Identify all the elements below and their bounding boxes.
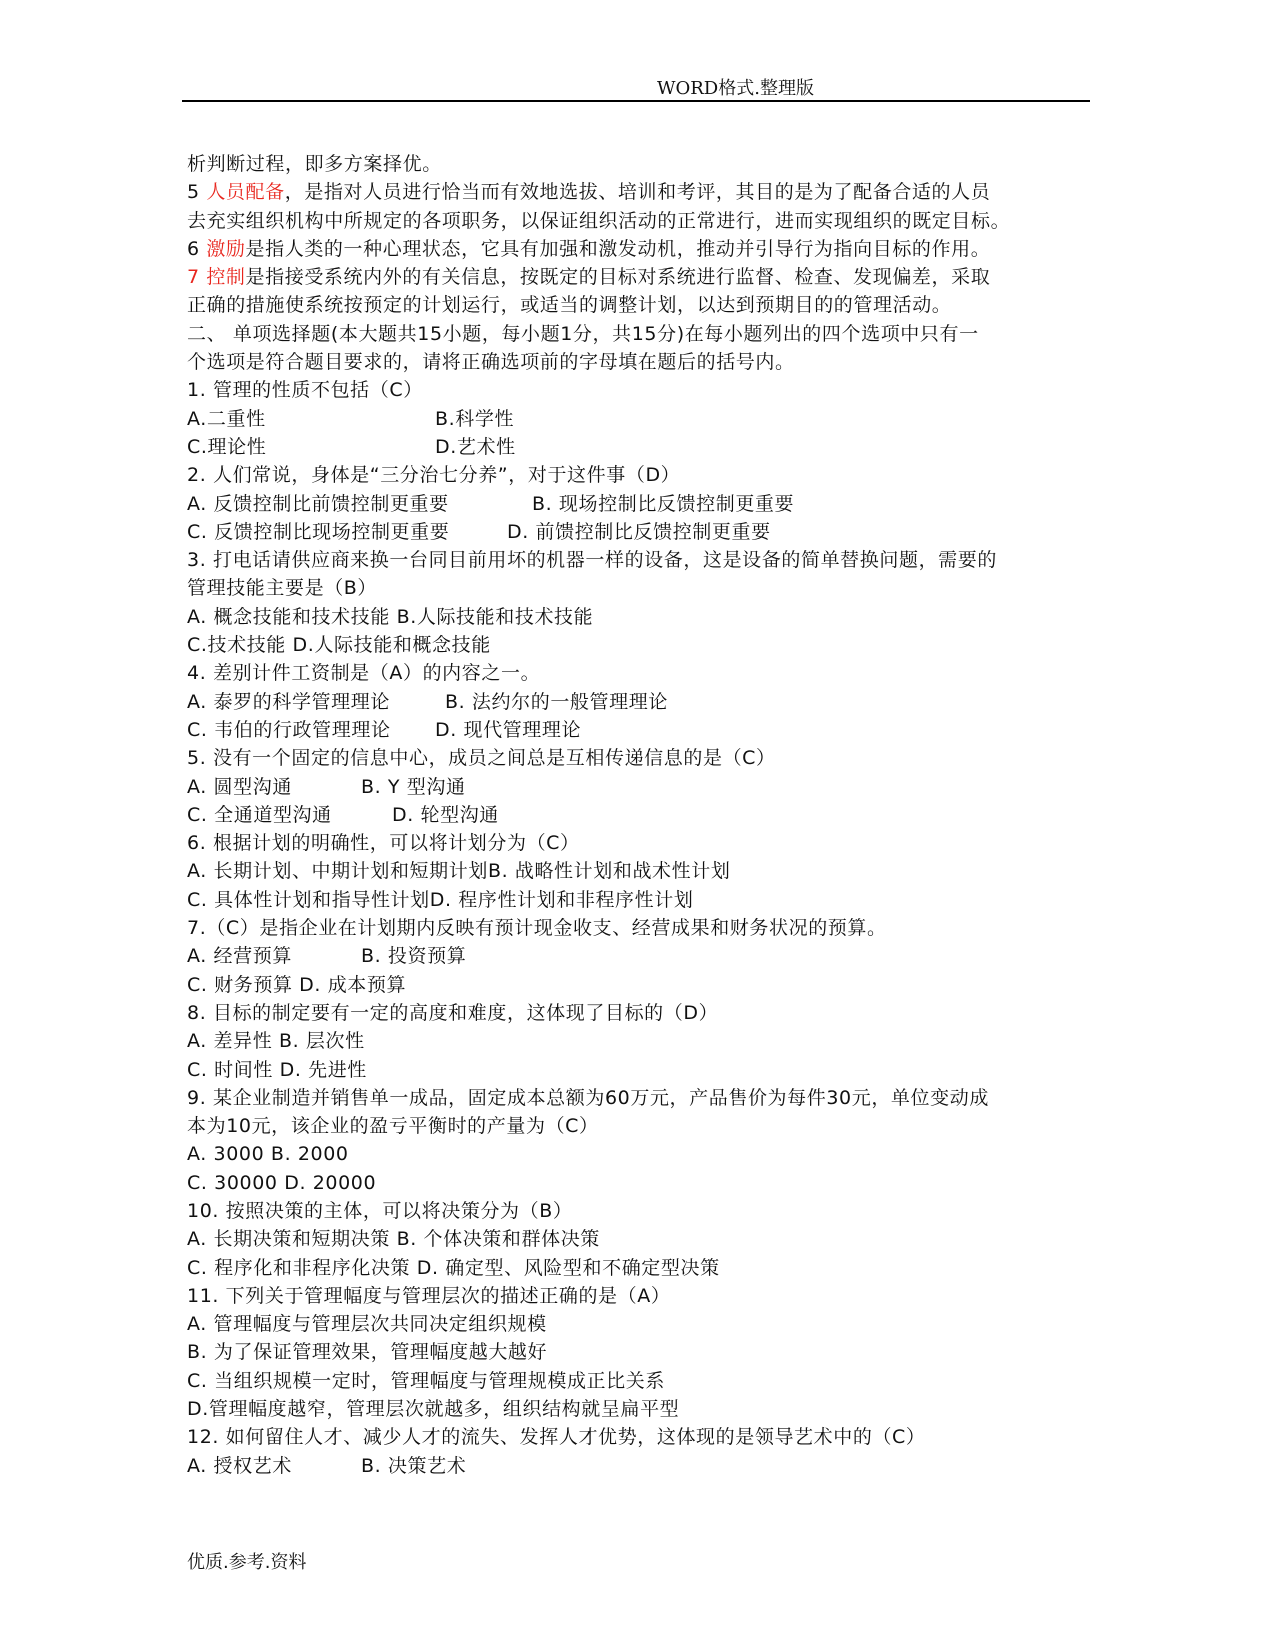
definition-text: 是指人类的一种心理状态，它具有加强和激发动机，推动并引导行为指向目标的作用。: [245, 237, 991, 260]
options-row: [187, 490, 1091, 518]
question-8: 8. 目标的制定要有一定的高度和难度，这体现了目标的（D）: [187, 1001, 719, 1024]
header-title: WORD格式.整理版: [657, 78, 814, 99]
option: A. 授权艺术: [187, 1454, 292, 1477]
options-row: [187, 688, 1091, 716]
option: C. 韦伯的行政管理理论: [187, 718, 391, 741]
document-body: [187, 150, 1091, 1480]
question-11: 11. 下列关于管理幅度与管理层次的描述正确的是（A）: [187, 1284, 671, 1307]
options-row: [187, 1452, 1091, 1480]
option: C. 全通道型沟通: [187, 803, 332, 826]
option: D.艺术性: [435, 435, 516, 458]
question-12: 12. 如何留住人才、减少人才的流失、发挥人才优势，这体现的是领导艺术中的（C）: [187, 1426, 926, 1449]
options-row: C. 财务预算 D. 成本预算: [187, 973, 407, 996]
option: C.理论性: [187, 435, 267, 458]
option: C. 反馈控制比现场控制更重要: [187, 520, 450, 543]
definition-term: 人员配备: [206, 181, 285, 204]
options-row: A. 3000 B. 2000: [187, 1143, 349, 1166]
definition-number: 5: [187, 181, 207, 204]
question-7: 7.（C）是指企业在计划期内反映有预计现金收支、经营成果和财务状况的预算。: [187, 917, 887, 940]
options-row: A. 长期决策和短期决策 B. 个体决策和群体决策: [187, 1228, 600, 1251]
section-title-cont: 个选项是符合题目要求的，请将正确选项前的字母填在题后的括号内。: [187, 351, 795, 374]
option: D.管理幅度越窄，管理层次就越多，组织结构就呈扁平型: [187, 1398, 680, 1421]
question-1: 1. 管理的性质不包括（C）: [187, 379, 423, 402]
option: A. 泰罗的科学管理理论: [187, 690, 390, 713]
question-4: 4. 差别计件工资制是（A）的内容之一。: [187, 662, 541, 685]
question-10: 10. 按照决策的主体，可以将决策分为（B）: [187, 1199, 573, 1222]
options-row: [187, 773, 1091, 801]
option: B. 法约尔的一般管理理论: [445, 690, 668, 713]
options-row: C. 30000 D. 20000: [187, 1171, 377, 1194]
option: A. 经营预算: [187, 945, 292, 968]
options-row: [187, 518, 1091, 546]
options-row: [187, 801, 1091, 829]
option: B.科学性: [435, 407, 515, 430]
question-3: 3. 打电话请供应商来换一台同目前用坏的机器一样的设备，这是设备的简单替换问题，需要的: [187, 549, 997, 572]
definition-6: [187, 235, 1091, 263]
definition-term: 激励: [206, 237, 246, 260]
option: D. 现代管理理论: [435, 718, 582, 741]
options-row: A. 概念技能和技术技能 B.人际技能和技术技能: [187, 605, 594, 628]
options-row: C. 程序化和非程序化决策 D. 确定型、风险型和不确定型决策: [187, 1256, 720, 1279]
question-3-cont: 管理技能主要是（B）: [187, 577, 378, 600]
options-row: [187, 716, 1091, 744]
question-2: 2. 人们常说，身体是“三分治七分养”，对于这件事（D）: [187, 464, 681, 487]
question-9-cont: 本为10元，该企业的盈亏平衡时的产量为（C）: [187, 1115, 599, 1138]
options-row: C.技术技能 D.人际技能和概念技能: [187, 634, 491, 657]
definition-text: 是指接受系统内外的有关信息，按既定的目标对系统进行监督、检查、发现偏差，采取: [245, 266, 991, 289]
text-line: 正确的措施使系统按预定的计划运行，或适当的调整计划，以达到预期目的的管理活动。: [187, 294, 952, 317]
definition-7: [187, 263, 1091, 291]
definition-5: [187, 178, 1091, 206]
options-row: [187, 405, 1091, 433]
option: A. 圆型沟通: [187, 775, 292, 798]
options-row: C. 具体性计划和指导性计划D. 程序性计划和非程序性计划: [187, 888, 694, 911]
section-title: 二、 单项选择题(本大题共15小题，每小题1分，共15分)在每小题列出的四个选项中只有一: [187, 322, 979, 345]
page-footer: 优质.参考.资料: [187, 1552, 307, 1573]
page-header: [182, 74, 1090, 102]
definition-term: 控制: [206, 266, 246, 289]
option: A. 反馈控制比前馈控制更重要: [187, 492, 449, 515]
options-row: A. 长期计划、中期计划和短期计划B. 战略性计划和战术性计划: [187, 860, 731, 883]
option: C. 当组织规模一定时，管理幅度与管理规模成正比关系: [187, 1369, 665, 1392]
option: A. 管理幅度与管理层次共同决定组织规模: [187, 1313, 547, 1336]
definition-text: ，是指对人员进行恰当而有效地选拔、培训和考评，其目的是为了配备合适的人员: [284, 181, 991, 204]
definition-number: 7: [187, 266, 207, 289]
option: A.二重性: [187, 407, 266, 430]
question-5: 5. 没有一个固定的信息中心，成员之间总是互相传递信息的是（C）: [187, 747, 776, 770]
option: B. 现场控制比反馈控制更重要: [532, 492, 795, 515]
options-row: C. 时间性 D. 先进性: [187, 1058, 367, 1081]
options-row: A. 差异性 B. 层次性: [187, 1030, 365, 1053]
text-line: 去充实组织机构中所规定的各项职务，以保证组织活动的正常进行，进而实现组织的既定目标。: [187, 209, 1011, 232]
options-row: [187, 433, 1091, 461]
text-line: 析判断过程，即多方案择优。: [187, 153, 442, 175]
question-6: 6. 根据计划的明确性，可以将计划分为（C）: [187, 832, 580, 855]
options-row: [187, 942, 1091, 970]
option: B. Y 型沟通: [361, 775, 466, 798]
option: B. 投资预算: [361, 945, 467, 968]
definition-number: 6: [187, 237, 207, 260]
option: D. 轮型沟通: [392, 803, 499, 826]
question-9: 9. 某企业制造并销售单一成品，固定成本总额为60万元，产品售价为每件30元，单位变动成: [187, 1086, 989, 1109]
option: B. 决策艺术: [361, 1454, 467, 1477]
option: D. 前馈控制比反馈控制更重要: [507, 520, 771, 543]
option: B. 为了保证管理效果，管理幅度越大越好: [187, 1341, 548, 1364]
